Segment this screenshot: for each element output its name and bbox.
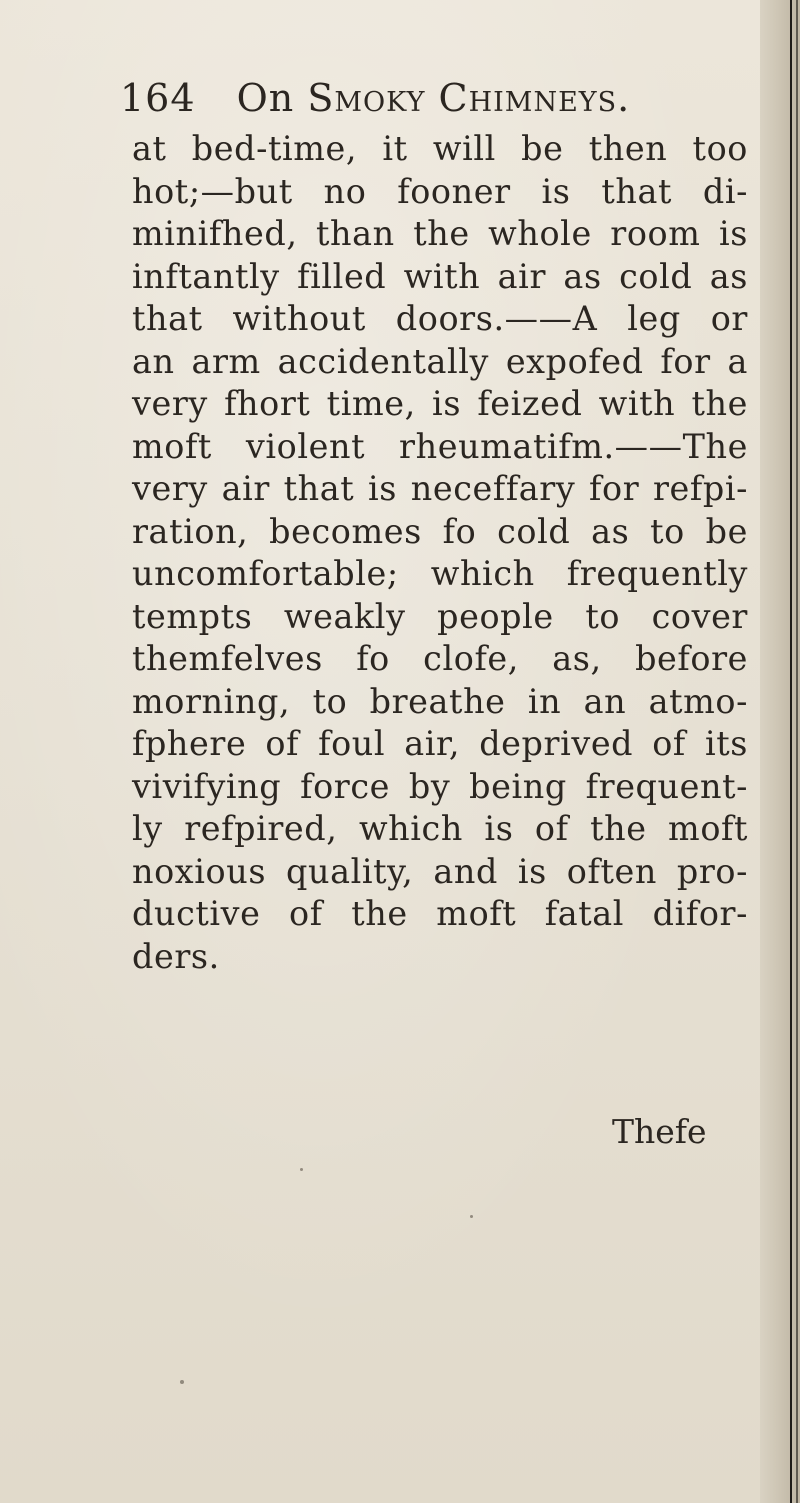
text-line: that without doors.——A leg or xyxy=(132,299,748,338)
header-title-prefix: On xyxy=(236,76,295,120)
paper-speck xyxy=(470,1215,473,1218)
text-line: ly refpired, which is of the moft xyxy=(132,809,748,848)
text-line: themfelves fo clofe, as, before xyxy=(132,639,748,678)
text-line: vivifying force by being frequent- xyxy=(132,766,748,806)
text-line: inftantly filled with air as cold as xyxy=(132,256,748,296)
text-line: very air that is neceffary for refpi- xyxy=(132,469,748,508)
text-line: uncomfortable; which frequently xyxy=(132,554,748,593)
page-edge-line xyxy=(796,0,798,1503)
page-edge xyxy=(760,0,800,1503)
text-line: at bed-time, it will be then too xyxy=(132,129,748,168)
text-line: very fhort time, is feized with the xyxy=(132,384,748,423)
text-line: hot;—but no fooner is that di- xyxy=(132,171,748,211)
running-header xyxy=(120,76,630,120)
text-line: tempts weakly people to cover xyxy=(132,596,748,636)
catchword: Thefe xyxy=(612,1112,707,1151)
text-line: ders. xyxy=(132,936,220,976)
text-line: moft violent rheumatifm.——The xyxy=(132,426,748,466)
page-number: 164 xyxy=(120,76,196,120)
text-line: morning, to breathe in an atmo- xyxy=(132,681,748,721)
text-line: noxious quality, and is often pro- xyxy=(132,851,748,891)
text-line: ration, becomes fo cold as to be xyxy=(132,511,748,551)
header-title: Smoky Chimneys. xyxy=(307,76,631,120)
page-edge-line xyxy=(790,0,792,1503)
text-line: ductive of the moft fatal difor- xyxy=(132,894,748,933)
paper-speck xyxy=(180,1380,184,1384)
text-line: fphere of foul air, deprived of its xyxy=(132,724,748,763)
text-line: an arm accidentally expofed for a xyxy=(132,341,748,381)
body-text xyxy=(132,128,748,978)
text-line: minifhed, than the whole room is xyxy=(132,214,748,253)
paper-speck xyxy=(300,1168,303,1171)
